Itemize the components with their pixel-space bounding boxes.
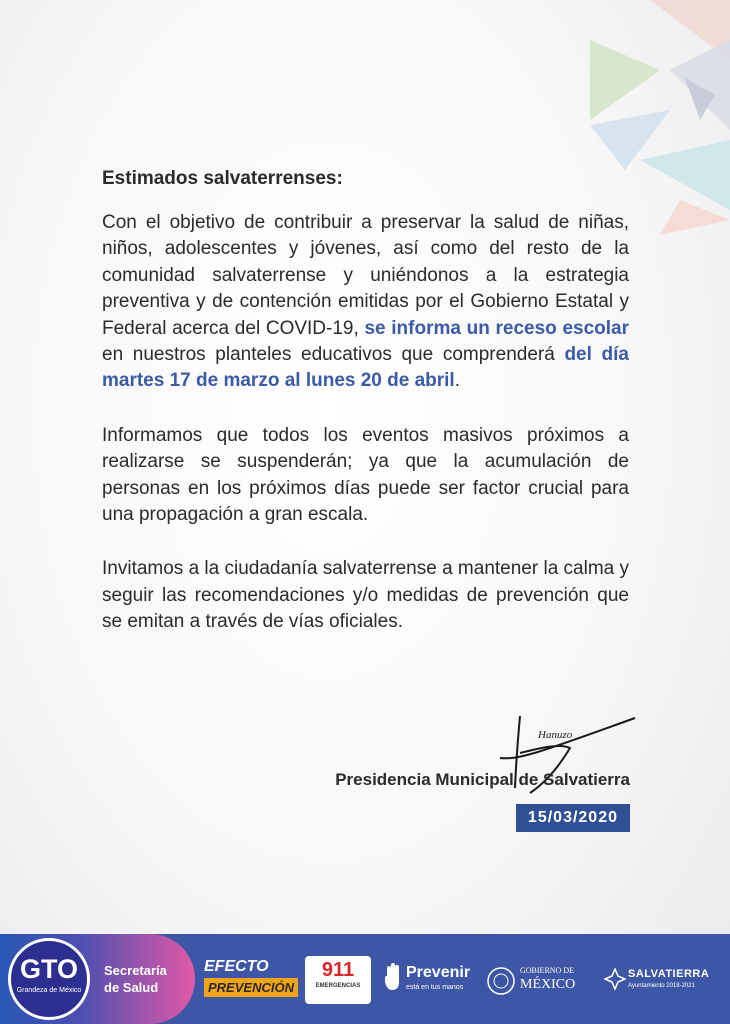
paragraph-2: Informamos que todos los eventos masivos próximos a realizarse se suspenderán; ya que la acumulación de personas en los próximos días puede ser factor crucial para una propagación a gran escala.	[102, 424, 629, 526]
secretaria-line: Secretaría	[104, 963, 167, 978]
footer-logos-bar	[0, 934, 730, 1024]
gto-text: GTO	[19, 954, 78, 984]
salud-line: de Salud	[104, 980, 159, 995]
mexico-text: MÉXICO	[520, 977, 576, 992]
paragraph-3: Invitamos a la ciudadanía salvaterrense a mantener la calma y seguir las recomendaciones y/o medidas de prevención que se emitan a través de vías oficiales.	[102, 558, 629, 633]
p1-text-a: Con el objetivo de contribuir a preservar la salud de niñas, niños, adolescentes y jóvenes, así como del resto de la comunidad salvaterrense y uniéndonos a la estrategia preventiva y de contención emitidas por el Gobierno Estatal y Federal acerca del COVID-19,	[102, 212, 629, 339]
signature-block	[300, 708, 630, 838]
salvatierra-text: SALVATIERRA	[628, 968, 710, 980]
prevenir-logo	[384, 958, 484, 1002]
number-911: 911	[321, 959, 355, 981]
gobierno-de-text: GOBIERNO DE	[520, 966, 574, 975]
prevencion-text: PREVENCIÓN	[204, 978, 298, 997]
prevenir-text: Prevenir	[406, 964, 471, 981]
p1-text-e: .	[454, 370, 460, 392]
gto-subtitle: Grandeza de México	[16, 987, 82, 994]
p1-text-c: en nuestros planteles educativos que comprenderá	[102, 344, 565, 366]
ayuntamiento-text: Ayuntamiento 2018-2021	[628, 983, 695, 989]
emergencias-text: EMERGENCIAS	[315, 983, 361, 989]
svg-text:Hanuzo: Hanuzo	[538, 729, 573, 741]
efecto-text: EFECTO	[204, 958, 269, 975]
eagle-seal-icon	[486, 966, 516, 996]
gto-secretaria-logo	[0, 934, 195, 1024]
p1-highlight-receso: se informa un receso escolar	[364, 317, 629, 339]
signature-name: Presidencia Municipal de Salvatierra	[335, 770, 630, 789]
hand-icon	[384, 962, 402, 992]
paragraph-1	[102, 210, 629, 395]
date-badge: 15/03/2020	[516, 804, 630, 832]
salvatierra-star-icon	[604, 968, 626, 990]
efecto-prevencion-logo	[204, 958, 296, 1000]
p1-highlight-dates: del día martes 17 de marzo al lunes 20 de abril	[102, 344, 629, 392]
salvatierra-logo	[604, 964, 724, 1000]
letter-body	[102, 168, 629, 664]
greeting: Estimados salvaterrenses:	[102, 168, 343, 189]
prevenir-subtitle: está en tus manos	[406, 984, 464, 991]
emergencias-911-logo	[305, 956, 371, 1004]
gobierno-mexico-logo	[486, 964, 590, 1000]
secretaria-salud-text	[104, 962, 167, 996]
